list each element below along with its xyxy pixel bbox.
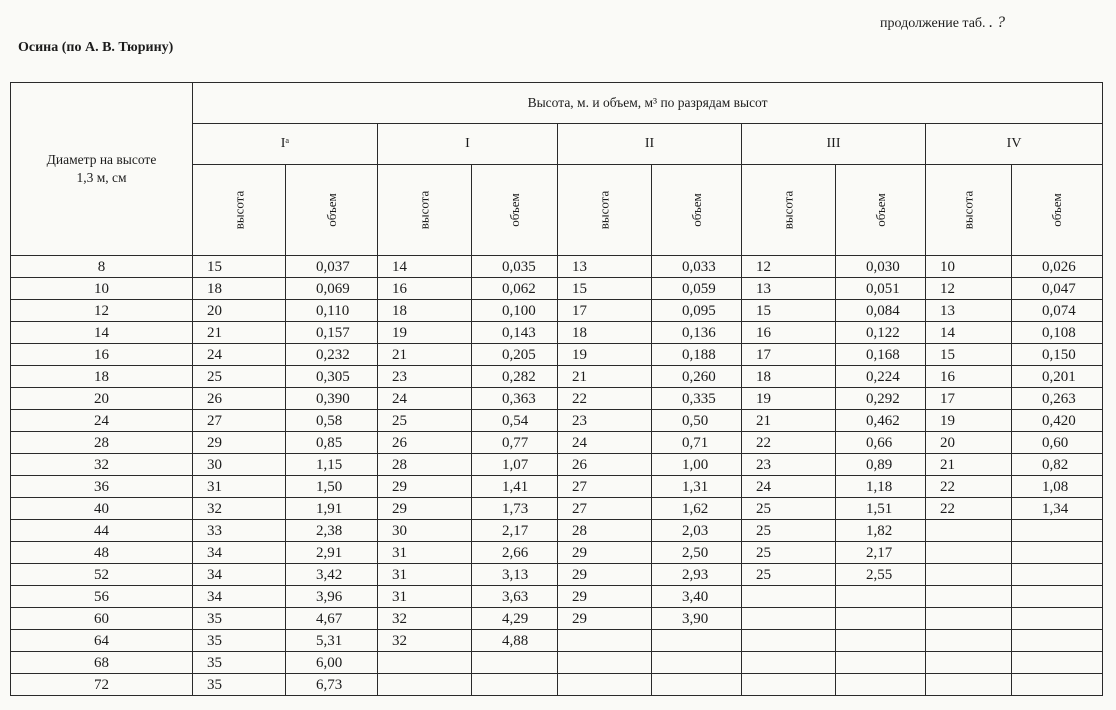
table-row <box>11 476 1103 498</box>
volume-cell: 4,67 <box>286 608 378 630</box>
height-cell: 22 <box>926 498 1012 520</box>
diameter-cell: 18 <box>11 366 193 388</box>
diameter-cell: 12 <box>11 300 193 322</box>
table-row <box>11 388 1103 410</box>
diameter-header-line1: Диаметр на высоте <box>46 152 157 167</box>
volume-cell: 5,31 <box>286 630 378 652</box>
height-cell: 24 <box>193 344 286 366</box>
volume-cell: 0,292 <box>836 388 926 410</box>
table-row <box>11 674 1103 696</box>
volume-cell: 1,51 <box>836 498 926 520</box>
volume-cell: 1,82 <box>836 520 926 542</box>
height-cell: 25 <box>742 564 836 586</box>
volume-cell: 4,88 <box>472 630 558 652</box>
height-cell: 32 <box>378 630 472 652</box>
height-cell: 13 <box>926 300 1012 322</box>
height-cell: 23 <box>742 454 836 476</box>
volume-cell: 1,00 <box>652 454 742 476</box>
height-cell: 34 <box>193 542 286 564</box>
volume-cell <box>1012 542 1103 564</box>
height-cell: 25 <box>378 410 472 432</box>
volume-cell: 0,54 <box>472 410 558 432</box>
volume-cell: 0,282 <box>472 366 558 388</box>
height-cell: 28 <box>558 520 652 542</box>
volume-cell: 0,77 <box>472 432 558 454</box>
table-row <box>11 542 1103 564</box>
table-row <box>11 256 1103 278</box>
height-cell: 23 <box>558 410 652 432</box>
height-cell: 31 <box>193 476 286 498</box>
diameter-cell: 56 <box>11 586 193 608</box>
volume-cell: 0,136 <box>652 322 742 344</box>
table-row <box>11 432 1103 454</box>
height-cell: 16 <box>742 322 836 344</box>
height-cell: 13 <box>558 256 652 278</box>
height-cell: 18 <box>193 278 286 300</box>
volume-cell: 2,66 <box>472 542 558 564</box>
height-cell <box>558 652 652 674</box>
volume-cell: 0,074 <box>1012 300 1103 322</box>
height-cell: 27 <box>193 410 286 432</box>
volume-cell: 3,63 <box>472 586 558 608</box>
volume-cell: 0,084 <box>836 300 926 322</box>
height-cell: 27 <box>558 476 652 498</box>
height-cell: 16 <box>926 366 1012 388</box>
volume-cell <box>836 630 926 652</box>
volume-cell: 2,91 <box>286 542 378 564</box>
diameter-cell: 72 <box>11 674 193 696</box>
height-cell: 27 <box>558 498 652 520</box>
volume-cell: 3,96 <box>286 586 378 608</box>
table-row <box>11 454 1103 476</box>
volume-cell: 0,051 <box>836 278 926 300</box>
height-column-header <box>558 165 652 256</box>
height-cell: 12 <box>926 278 1012 300</box>
volume-cell: 0,143 <box>472 322 558 344</box>
height-cell: 26 <box>378 432 472 454</box>
height-cell: 19 <box>378 322 472 344</box>
volume-cell: 0,71 <box>652 432 742 454</box>
volume-cell: 0,232 <box>286 344 378 366</box>
height-cell: 24 <box>742 476 836 498</box>
diameter-cell: 52 <box>11 564 193 586</box>
height-class-header: II <box>558 124 742 165</box>
height-column-header <box>193 165 286 256</box>
volume-cell: 1,41 <box>472 476 558 498</box>
table-row <box>11 608 1103 630</box>
height-cell: 29 <box>378 476 472 498</box>
height-cell: 17 <box>558 300 652 322</box>
height-class-header: Iᵃ <box>193 124 378 165</box>
table-row <box>11 498 1103 520</box>
volume-cell: 0,095 <box>652 300 742 322</box>
height-cell: 25 <box>193 366 286 388</box>
volume-cell: 3,40 <box>652 586 742 608</box>
height-column-header <box>742 165 836 256</box>
volume-cell: 1,31 <box>652 476 742 498</box>
volume-cell: 1,91 <box>286 498 378 520</box>
volume-cell: 0,033 <box>652 256 742 278</box>
volume-cell: 0,035 <box>472 256 558 278</box>
diameter-cell: 64 <box>11 630 193 652</box>
height-label: высота <box>780 190 796 229</box>
height-cell: 15 <box>558 278 652 300</box>
height-cell: 34 <box>193 586 286 608</box>
table-number-mark: . ? <box>989 14 1006 31</box>
volume-cell: 1,08 <box>1012 476 1103 498</box>
volume-cell: 0,150 <box>1012 344 1103 366</box>
volume-column-header <box>286 165 378 256</box>
height-class-header: III <box>742 124 926 165</box>
height-cell: 21 <box>193 322 286 344</box>
height-cell <box>926 608 1012 630</box>
height-cell: 25 <box>742 542 836 564</box>
height-cell: 35 <box>193 608 286 630</box>
height-cell: 29 <box>558 608 652 630</box>
volume-cell: 0,260 <box>652 366 742 388</box>
volume-cell: 0,420 <box>1012 410 1103 432</box>
diameter-cell: 10 <box>11 278 193 300</box>
height-cell: 35 <box>193 674 286 696</box>
height-label: высота <box>416 190 432 229</box>
height-cell: 16 <box>378 278 472 300</box>
volume-cell: 3,13 <box>472 564 558 586</box>
volume-cell: 0,188 <box>652 344 742 366</box>
volume-cell: 4,29 <box>472 608 558 630</box>
height-cell <box>926 564 1012 586</box>
height-cell <box>558 630 652 652</box>
height-column-header <box>926 165 1012 256</box>
height-cell <box>926 586 1012 608</box>
diameter-cell: 24 <box>11 410 193 432</box>
volume-cell: 0,390 <box>286 388 378 410</box>
height-cell: 21 <box>742 410 836 432</box>
volume-cell: 1,07 <box>472 454 558 476</box>
volume-cell <box>472 652 558 674</box>
volume-label: объем <box>872 192 888 227</box>
diameter-cell: 68 <box>11 652 193 674</box>
volume-cell: 0,122 <box>836 322 926 344</box>
height-cell: 29 <box>558 586 652 608</box>
height-cell: 29 <box>558 542 652 564</box>
volume-label: объем <box>1049 192 1065 227</box>
volume-cell <box>1012 564 1103 586</box>
diameter-header-line2: 1,3 м, см <box>76 170 127 185</box>
volume-cell: 0,062 <box>472 278 558 300</box>
volume-cell: 0,50 <box>652 410 742 432</box>
height-cell: 19 <box>926 410 1012 432</box>
height-cell: 29 <box>558 564 652 586</box>
diameter-cell: 40 <box>11 498 193 520</box>
height-cell: 35 <box>193 630 286 652</box>
height-cell: 32 <box>378 608 472 630</box>
volume-cell <box>472 674 558 696</box>
height-cell: 13 <box>742 278 836 300</box>
volume-cell: 2,38 <box>286 520 378 542</box>
volume-cell: 0,108 <box>1012 322 1103 344</box>
volume-cell <box>1012 652 1103 674</box>
height-cell: 21 <box>926 454 1012 476</box>
height-cell: 10 <box>926 256 1012 278</box>
volume-cell: 0,059 <box>652 278 742 300</box>
height-cell <box>742 652 836 674</box>
volume-cell: 2,17 <box>472 520 558 542</box>
height-cell: 25 <box>742 498 836 520</box>
volume-cell: 0,157 <box>286 322 378 344</box>
height-cell <box>742 630 836 652</box>
volume-cell <box>652 630 742 652</box>
volume-cell: 0,205 <box>472 344 558 366</box>
height-cell: 18 <box>558 322 652 344</box>
volume-cell <box>836 608 926 630</box>
diameter-cell: 14 <box>11 322 193 344</box>
height-cell: 19 <box>558 344 652 366</box>
height-cell: 14 <box>926 322 1012 344</box>
volume-cell <box>1012 630 1103 652</box>
table-row <box>11 344 1103 366</box>
volume-cell: 0,100 <box>472 300 558 322</box>
height-class-header: IV <box>926 124 1103 165</box>
height-cell: 31 <box>378 564 472 586</box>
height-cell: 21 <box>378 344 472 366</box>
volume-cell: 0,030 <box>836 256 926 278</box>
volume-cell: 0,047 <box>1012 278 1103 300</box>
table-row <box>11 586 1103 608</box>
volume-cell: 2,55 <box>836 564 926 586</box>
volume-cell <box>836 652 926 674</box>
height-cell: 23 <box>378 366 472 388</box>
volume-cell: 0,069 <box>286 278 378 300</box>
height-cell: 28 <box>378 454 472 476</box>
volume-cell: 3,90 <box>652 608 742 630</box>
diameter-cell: 48 <box>11 542 193 564</box>
height-cell: 17 <box>926 388 1012 410</box>
diameter-cell: 20 <box>11 388 193 410</box>
volume-cell: 1,50 <box>286 476 378 498</box>
volume-cell <box>1012 520 1103 542</box>
diameter-cell: 16 <box>11 344 193 366</box>
volume-cell <box>1012 674 1103 696</box>
height-column-header <box>378 165 472 256</box>
height-cell: 19 <box>742 388 836 410</box>
volume-cell: 0,037 <box>286 256 378 278</box>
table-row <box>11 652 1103 674</box>
height-cell <box>378 674 472 696</box>
height-cell: 21 <box>558 366 652 388</box>
continued-caption <box>880 14 1005 32</box>
volume-cell: 6,73 <box>286 674 378 696</box>
volume-label: объем <box>688 192 704 227</box>
table-row <box>11 410 1103 432</box>
height-cell: 15 <box>193 256 286 278</box>
diameter-header <box>11 83 193 256</box>
diameter-cell: 36 <box>11 476 193 498</box>
volume-cell: 0,305 <box>286 366 378 388</box>
volume-cell <box>652 674 742 696</box>
volume-cell: 2,93 <box>652 564 742 586</box>
height-cell: 29 <box>378 498 472 520</box>
height-cell: 12 <box>742 256 836 278</box>
height-cell: 24 <box>378 388 472 410</box>
table-row <box>11 278 1103 300</box>
height-cell <box>742 608 836 630</box>
height-cell: 15 <box>926 344 1012 366</box>
height-cell: 32 <box>193 498 286 520</box>
volume-cell: 0,60 <box>1012 432 1103 454</box>
volume-cell: 1,62 <box>652 498 742 520</box>
height-cell: 35 <box>193 652 286 674</box>
height-label: высота <box>231 190 246 229</box>
volume-cell: 1,34 <box>1012 498 1103 520</box>
height-cell: 14 <box>378 256 472 278</box>
height-cell: 33 <box>193 520 286 542</box>
height-cell <box>742 586 836 608</box>
height-cell: 18 <box>378 300 472 322</box>
volume-cell <box>836 674 926 696</box>
diameter-cell: 60 <box>11 608 193 630</box>
table-row <box>11 564 1103 586</box>
volume-cell <box>1012 586 1103 608</box>
volume-cell: 3,42 <box>286 564 378 586</box>
volume-cell: 6,00 <box>286 652 378 674</box>
table-row <box>11 322 1103 344</box>
diameter-cell: 28 <box>11 432 193 454</box>
height-cell: 22 <box>926 476 1012 498</box>
volume-cell <box>1012 608 1103 630</box>
height-cell: 26 <box>193 388 286 410</box>
volume-column-header <box>472 165 558 256</box>
table-row <box>11 630 1103 652</box>
height-cell <box>378 652 472 674</box>
volume-column-header <box>1012 165 1103 256</box>
volume-cell <box>836 586 926 608</box>
volume-column-header <box>836 165 926 256</box>
height-cell: 34 <box>193 564 286 586</box>
height-cell <box>926 630 1012 652</box>
height-cell: 17 <box>742 344 836 366</box>
volume-cell <box>652 652 742 674</box>
volume-cell: 0,462 <box>836 410 926 432</box>
volume-cell: 2,50 <box>652 542 742 564</box>
height-cell: 22 <box>558 388 652 410</box>
height-label: высота <box>596 190 612 229</box>
height-cell: 22 <box>742 432 836 454</box>
diameter-cell: 32 <box>11 454 193 476</box>
height-cell: 30 <box>378 520 472 542</box>
table-row <box>11 520 1103 542</box>
height-cell: 30 <box>193 454 286 476</box>
height-cell: 24 <box>558 432 652 454</box>
volume-label: объем <box>323 192 339 227</box>
volume-cell: 0,363 <box>472 388 558 410</box>
height-cell <box>558 674 652 696</box>
volume-column-header <box>652 165 742 256</box>
volume-cell: 0,82 <box>1012 454 1103 476</box>
height-cell <box>926 520 1012 542</box>
volume-cell: 0,201 <box>1012 366 1103 388</box>
volume-cell: 0,58 <box>286 410 378 432</box>
table-row <box>11 300 1103 322</box>
volume-cell: 0,263 <box>1012 388 1103 410</box>
height-cell: 25 <box>742 520 836 542</box>
height-cell <box>926 674 1012 696</box>
volume-table <box>10 82 1103 696</box>
volume-label: объем <box>506 192 522 227</box>
height-cell: 18 <box>742 366 836 388</box>
height-cell: 31 <box>378 542 472 564</box>
height-cell: 29 <box>193 432 286 454</box>
volume-cell: 1,18 <box>836 476 926 498</box>
continued-label: продолжение таб. <box>880 16 986 31</box>
height-cell <box>742 674 836 696</box>
diameter-cell: 8 <box>11 256 193 278</box>
volume-cell: 0,335 <box>652 388 742 410</box>
diameter-cell: 44 <box>11 520 193 542</box>
height-cell: 26 <box>558 454 652 476</box>
height-volume-header: Высота, м. и объем, м³ по разрядам высот <box>193 83 1103 124</box>
height-class-header: I <box>378 124 558 165</box>
volume-cell: 2,17 <box>836 542 926 564</box>
volume-cell: 0,224 <box>836 366 926 388</box>
table-title: Осина (по А. В. Тюрину) <box>18 40 174 55</box>
volume-cell: 0,66 <box>836 432 926 454</box>
height-cell <box>926 542 1012 564</box>
height-cell: 15 <box>742 300 836 322</box>
volume-cell: 0,85 <box>286 432 378 454</box>
volume-cell: 1,15 <box>286 454 378 476</box>
volume-cell: 0,168 <box>836 344 926 366</box>
height-cell: 31 <box>378 586 472 608</box>
volume-cell: 0,110 <box>286 300 378 322</box>
table-row <box>11 366 1103 388</box>
height-cell: 20 <box>926 432 1012 454</box>
height-cell <box>926 652 1012 674</box>
volume-cell: 2,03 <box>652 520 742 542</box>
height-cell: 20 <box>193 300 286 322</box>
volume-cell: 1,73 <box>472 498 558 520</box>
height-label: высота <box>960 190 976 229</box>
volume-cell: 0,026 <box>1012 256 1103 278</box>
volume-cell: 0,89 <box>836 454 926 476</box>
